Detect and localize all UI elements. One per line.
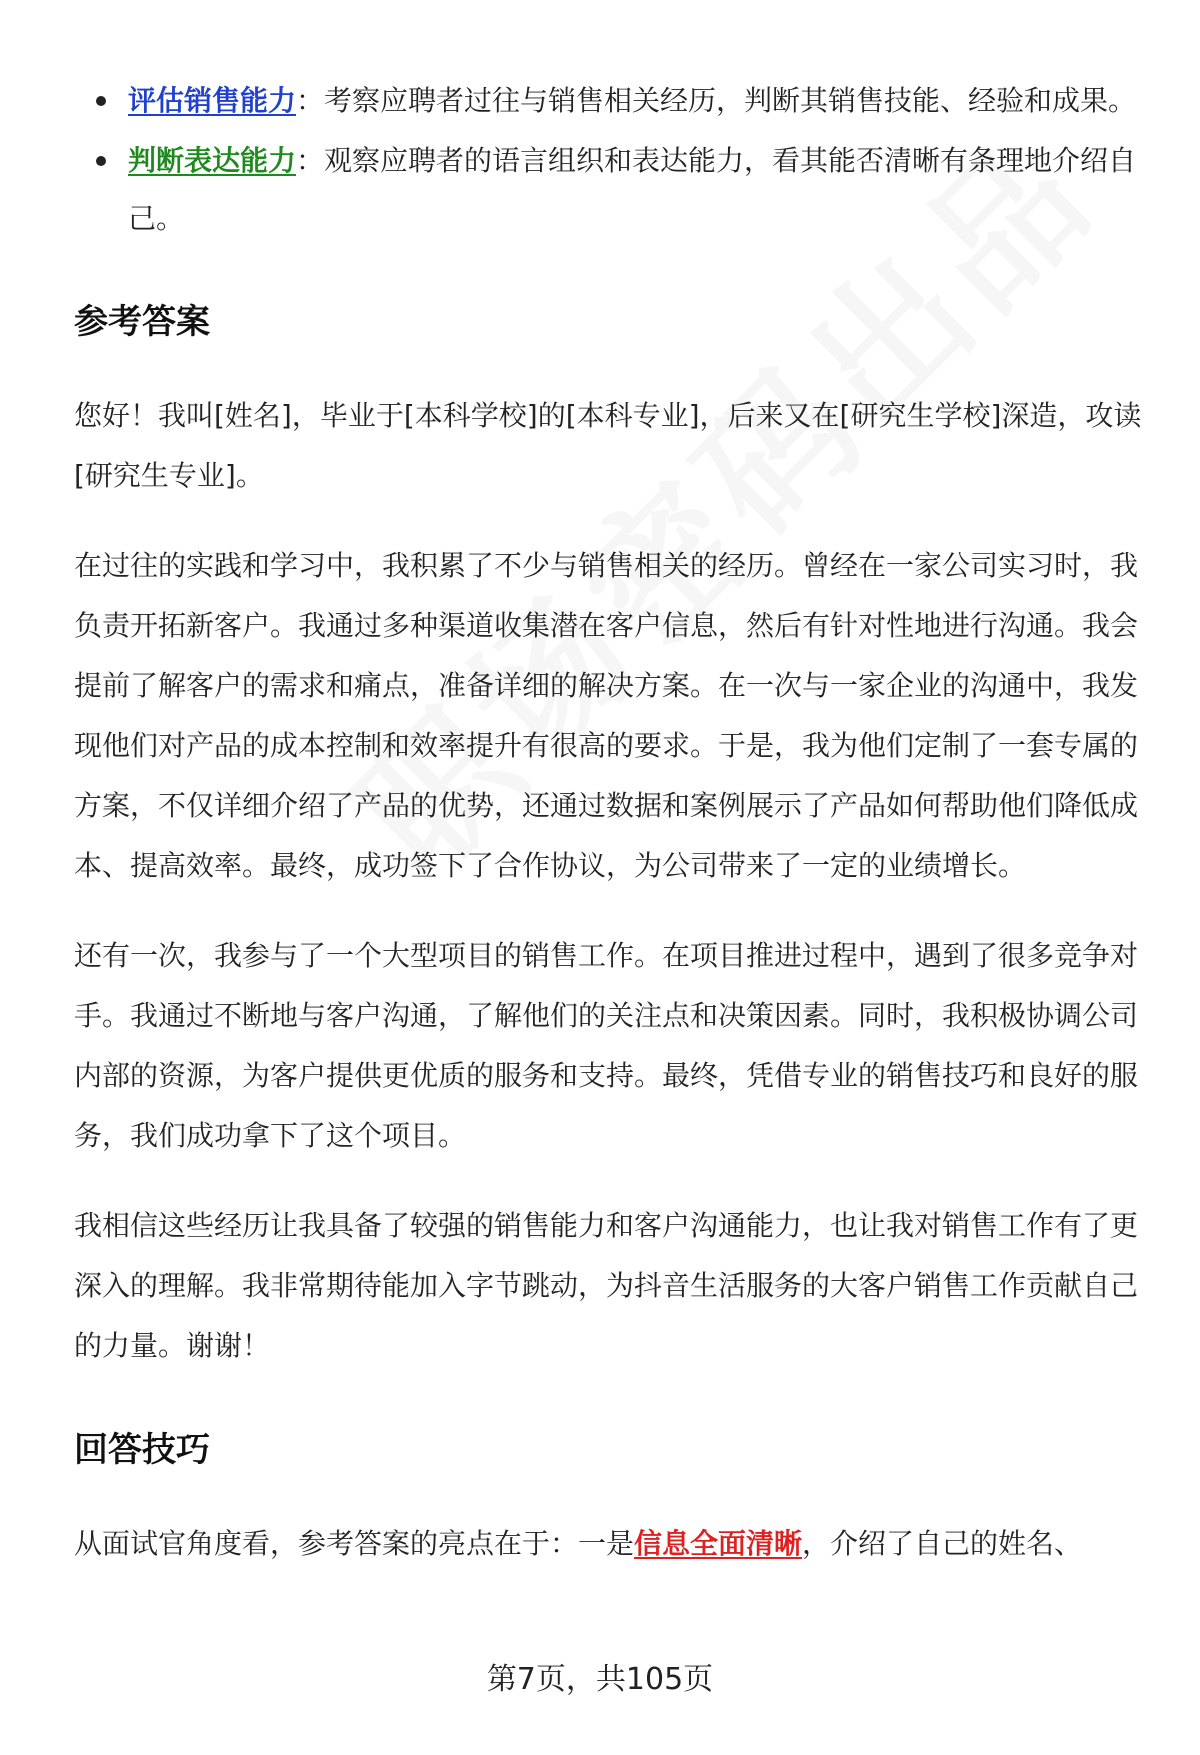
answer-paragraph: 您好！我叫[姓名]，毕业于[本科学校]的[本科专业]，后来又在[研究生学校]深造，攻读[研究生专业]。 (74, 399, 1142, 492)
keyword-expression-ability: 判断表达能力 (128, 144, 297, 177)
answer-paragraph: 还有一次，我参与了一个大型项目的销售工作。在项目推进过程中，遇到了很多竞争对手。我通过不断地与客户沟通，了解他们的关注点和决策因素。同时，我积极协调公司内部的资源，为客户提供更优质的服务和支持。最终，凭借专业的销售技巧和良好的服务，我们成功拿下了这个项目。 (74, 939, 1139, 1152)
list-item (74, 132, 1144, 248)
section-title-answer: 参考答案 (74, 302, 210, 342)
tips-text-prefix: 从面试官角度看，参考答案的亮点在于：一是 (74, 1527, 635, 1560)
tips-text-suffix: ，介绍了自己的姓名、 (802, 1527, 1083, 1560)
section-title-tips: 回答技巧 (74, 1430, 210, 1470)
answer-paragraph: 在过往的实践和学习中，我积累了不少与销售相关的经历。曾经在一家公司实习时，我负责开拓新客户。我通过多种渠道收集潜在客户信息，然后有针对性地进行沟通。我会提前了解客户的需求和痛点，准备详细的解决方案。在一次与一家企业的沟通中，我发现他们对产品的成本控制和效率提升有很高的要求。于是，我为他们定制了一套专属的方案，不仅详细介绍了产品的优势，还通过数据和案例展示了产品如何帮助他们降低成本、提高效率。最终，成功签下了合作协议，为公司带来了一定的业绩增长。 (74, 549, 1139, 882)
list-item-text: ：考察应聘者过往与销售相关经历，判断其销售技能、经验和成果。 (296, 84, 1137, 117)
evaluation-points-list (74, 72, 1144, 248)
answer-paragraph: 我相信这些经历让我具备了较强的销售能力和客户沟通能力，也让我对销售工作有了更深入的理解。我非常期待能加入字节跳动，为抖音生活服务的大客户销售工作贡献自己的力量。谢谢！ (74, 1209, 1139, 1362)
page-number-footer: 第7页，共105页 (486, 1662, 714, 1697)
tips-paragraph (74, 1514, 1144, 1574)
list-item-text: ：观察应聘者的语言组织和表达能力，看其能否清晰有条理地介绍自己。 (128, 144, 1137, 235)
keyword-sales-ability: 评估销售能力 (128, 84, 297, 117)
document-page (74, 72, 1144, 1604)
keyword-info-clear: 信息全面清晰 (634, 1527, 803, 1560)
list-item (74, 72, 1144, 130)
